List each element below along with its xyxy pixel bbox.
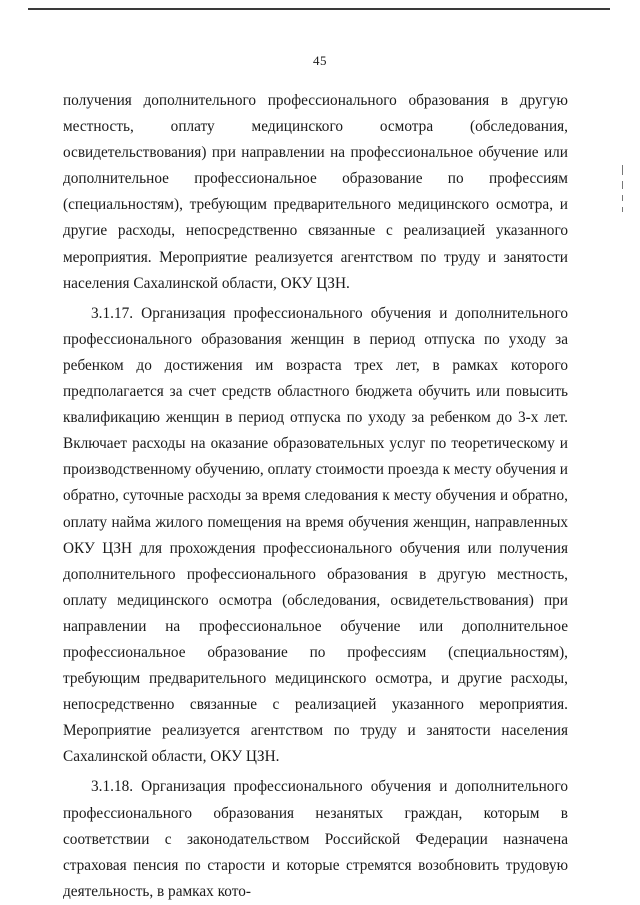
top-border-rule xyxy=(28,8,610,10)
document-body xyxy=(63,88,568,905)
paragraph-3-1-18: 3.1.18. Организация профессионального обучения и дополнительного профессионального образования незанятых граждан, которым в соответствии с законодательством Российской Федерации назначена страховая пенсия по старости и которые стремятся возобновить трудовую деятельность, в рамках кото- xyxy=(63,778,568,900)
scan-mark xyxy=(622,165,623,175)
paragraph-3-1-17: 3.1.17. Организация профессионального обучения и дополнительного профессионального образования женщин в период отпуска по уходу за ребенком до достижения им возраста трех лет, в рамках которого предполагается за счет средств областного бюджета обучить или повысить квалификацию женщин в период отпуска по уходу за ребенком до 3-х лет. Включает расходы на оказание образовательных услуг по теоретическому и производственному обучению, оплату стоимости проезда к месту обучения и обратно, суточные расходы за время следования к месту обучения и обратно, оплату найма жилого помещения на время обучения женщин, направленных ОКУ ЦЗН для прохождения профессионального обучения или получения дополнительного профессионального образования в другую местность, оплату медицинского осмотра (обследования, освидетельствования) при направлении на профессиональное обучение или дополнительное профессиональное образование по профессиям (специальностям), требующим предварительного медицинского осмотра, и другие расходы, непосредственно связанные с реализацией указанного мероприятия. Мероприятие реализуется агентством по труду и занятости населения Сахалинской области, ОКУ ЦЗН. xyxy=(63,304,568,766)
scan-mark xyxy=(622,181,623,189)
scan-mark xyxy=(622,207,623,212)
scan-mark xyxy=(622,195,623,201)
scan-artifact-marks xyxy=(622,165,625,218)
paragraph-continuation: получения дополнительного профессионального образования в другую местность, оплату медицинского осмотра (обследования, освидетельствования) при направлении на профессиональное обучение или дополнительное профессиональное образование по профессиям (специальностям), требующим предварительного медицинского осмотра, и другие расходы, непосредственно связанные с реализацией указанного мероприятия. Мероприятие реализуется агентством по труду и занятости населения Сахалинской области, ОКУ ЦЗН. xyxy=(63,92,568,292)
page-number: 45 xyxy=(313,53,327,68)
